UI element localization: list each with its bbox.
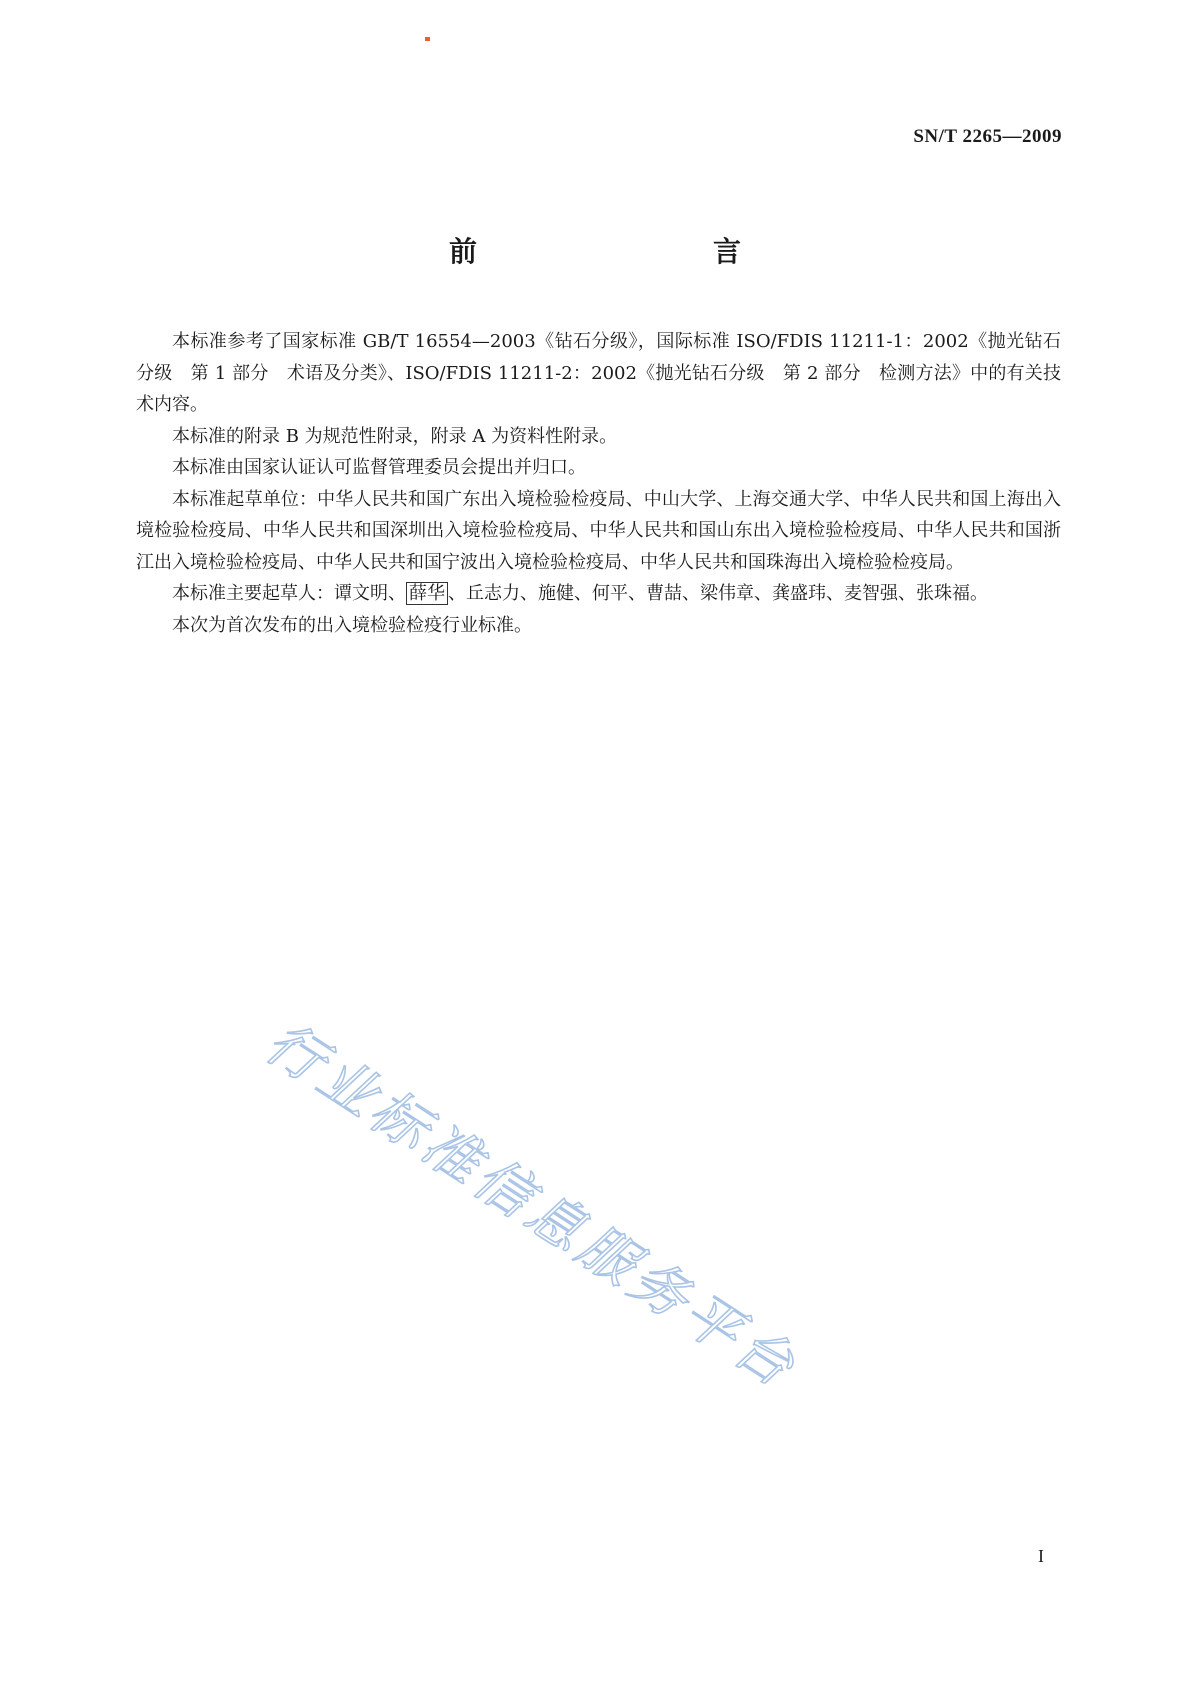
- top-color-mark: [425, 37, 430, 41]
- paragraph-first-release: 本次为首次发布的出入境检验检疫行业标准。: [172, 614, 532, 636]
- paragraph-proposer: 本标准由国家认证认可监督管理委员会提出并归口。: [172, 457, 586, 478]
- drafters-suffix: 、丘志力、施健、何平、曹喆、梁伟章、龚盛玮、麦智强、张珠福。: [448, 583, 988, 604]
- standard-number: SN/T 2265—2009: [913, 126, 1062, 147]
- drafter-boxed-name: 薛华: [406, 582, 448, 605]
- page-number: I: [1038, 1546, 1044, 1566]
- paragraph-references: 本标准参考了国家标准 GB/T 16554—2003《钻石分级》，国际标准 ISO/FDIS 11211-1：2002《抛光钻石分级 第 1 部分 术语及分类》、ISO/FDIS 11211-2：2002《抛光钻石分级 第 2 部分 检测方法》中的有关技术内容。: [136, 331, 1061, 415]
- foreword-body: [136, 326, 1061, 641]
- paragraph-drafting-units: 本标准起草单位：中华人民共和国广东出入境检验检疫局、中山大学、上海交通大学、中华人民共和国上海出入境检验检疫局、中华人民共和国深圳出入境检验检疫局、中华人民共和国山东出入境检验检疫局、中华人民共和国浙江出入境检验检疫局、中华人民共和国宁波出入境检验检疫局、中华人民共和国珠海出入境检验检疫局。: [136, 488, 1061, 573]
- watermark-text: 行业标准信息服务平台: [254, 1010, 810, 1403]
- drafters-prefix: 本标准主要起草人：谭文明、: [172, 583, 406, 604]
- page-title: 前 言: [448, 235, 801, 268]
- paragraph-appendix: 本标准的附录 B 为规范性附录，附录 A 为资料性附录。: [172, 425, 618, 447]
- paragraph-drafters: [136, 578, 1061, 610]
